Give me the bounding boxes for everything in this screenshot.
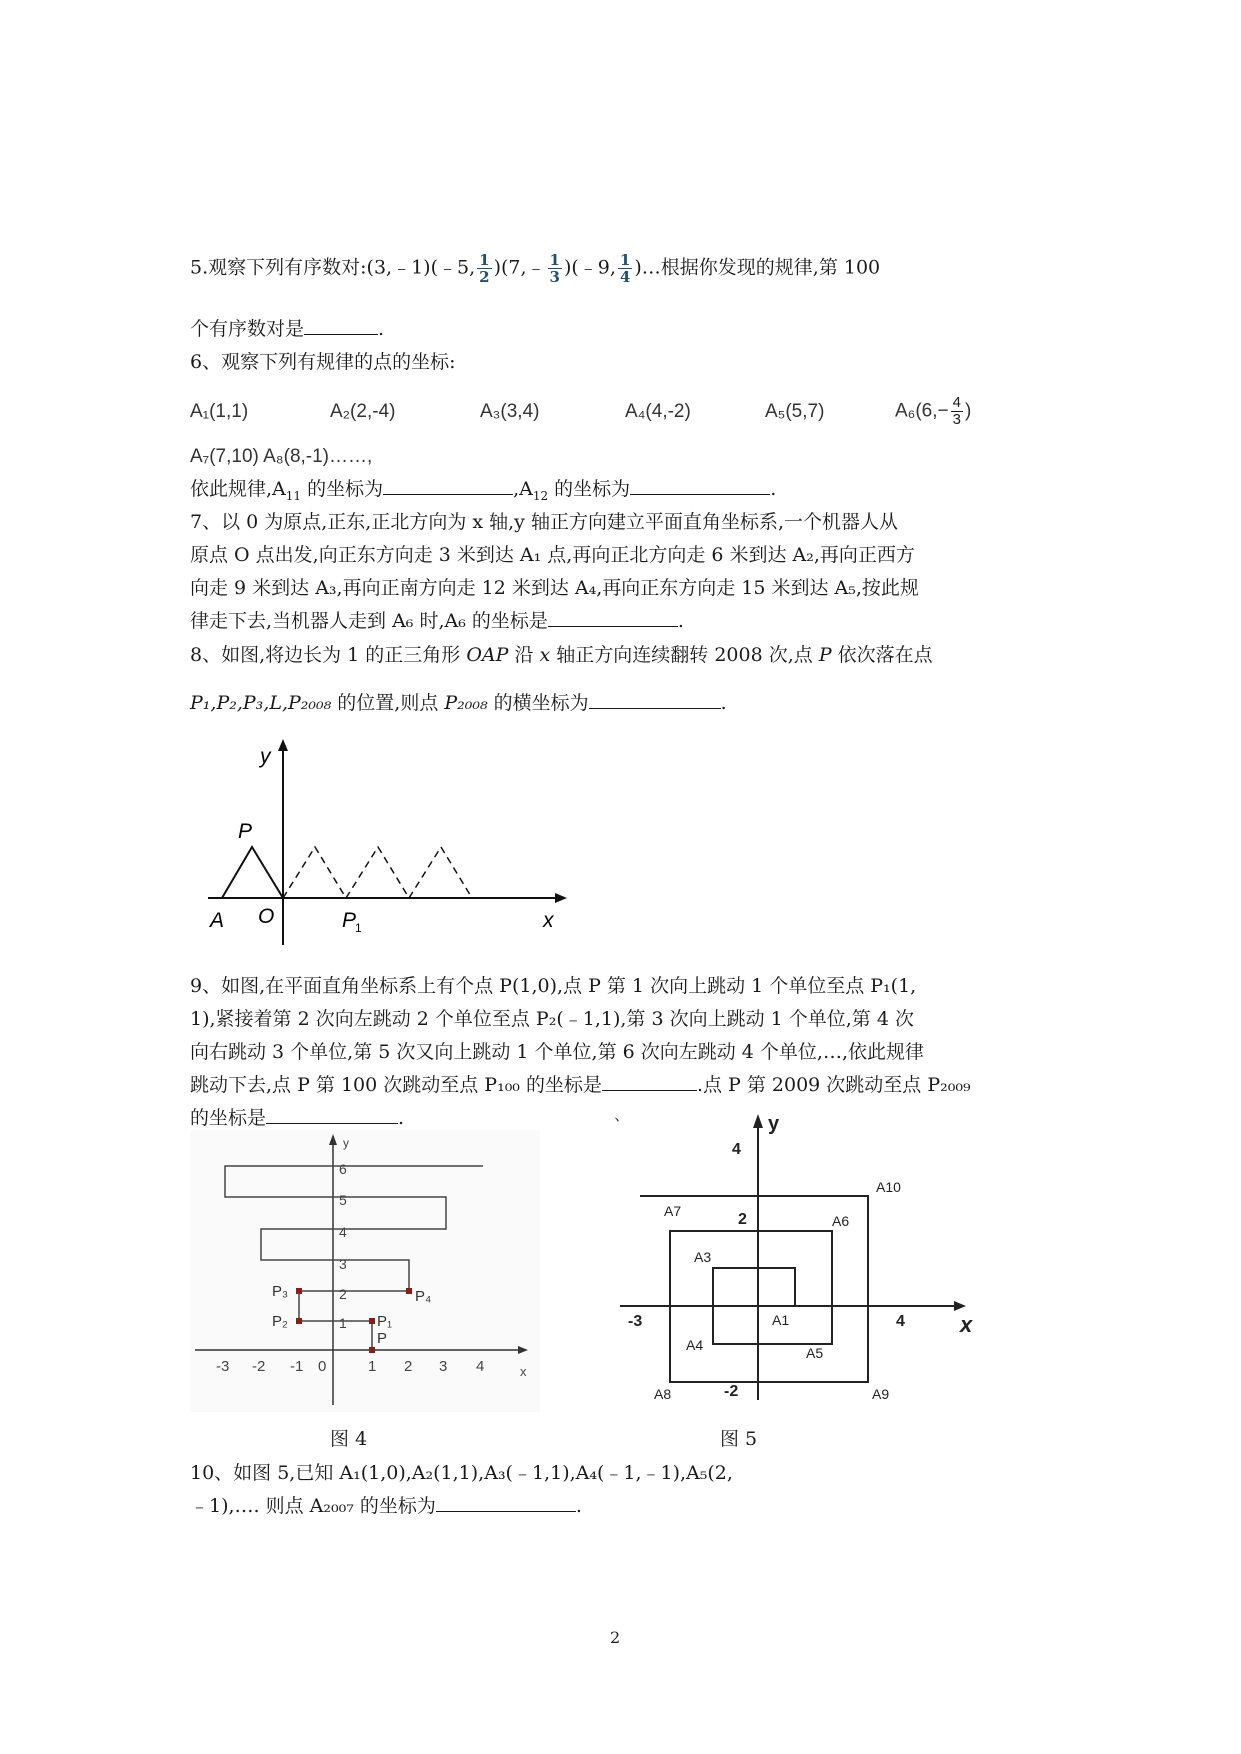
fig8-O-label: O: [258, 905, 275, 928]
svg-text:3: 3: [339, 1256, 347, 1272]
svg-text:5: 5: [339, 1192, 347, 1208]
answer-blank[interactable]: [589, 690, 721, 709]
q7-line2: 原点 O 点出发,向正东方向走 3 米到达 A₁ 点,再向正北方向走 6 米到达 A₂,再向正西方: [190, 544, 915, 566]
svg-text:2: 2: [404, 1358, 413, 1375]
figure-4-caption: 图 4: [330, 1428, 368, 1450]
answer-blank[interactable]: [266, 1105, 398, 1124]
triangle-flip-figure: [200, 735, 570, 955]
fig5-A5-label: A5: [806, 1345, 824, 1361]
fig4-x-label: x: [520, 1364, 527, 1379]
fig8-x-label: x: [543, 909, 554, 932]
fig5-A8-label: A8: [654, 1386, 672, 1402]
fraction-quarter: $\frac{1}{4}$: [619, 251, 631, 286]
q8-line1: 8、如图,将边长为 1 的正三角形 OAP 沿 x 轴正方向连续翻转 2008 次,点 P 依次落在点: [190, 644, 933, 666]
fig5-label-4: 4: [732, 1141, 741, 1158]
fig4-P1-label: P₁: [377, 1313, 393, 1330]
q6-title: 6、观察下列有规律的点的坐标:: [190, 351, 456, 373]
fig8-y-label: y: [260, 745, 271, 768]
svg-text:-2: -2: [252, 1358, 266, 1375]
q7-line3: 向走 9 米到达 A₃,再向正南方向走 12 米到达 A₄,再向正东方向走 15 米到达 A₅,按此规: [190, 577, 919, 599]
svg-text:、: 、: [614, 1110, 631, 1124]
figure-4-jump-path: [190, 1130, 540, 1412]
q9-line3: 向右跳动 3 个单位,第 5 次又向上跳动 1 个单位,第 6 次向左跳动 4 个单位,…,依此规律: [190, 1041, 924, 1063]
fig5-A1-label: A1: [772, 1312, 790, 1328]
fig4-P-label: P: [377, 1330, 388, 1347]
q9-line4: 跳动下去,点 P 第 100 次跳动至点 P₁₀₀ 的坐标是 .点 P 第 2009 次跳动至点 P₂₀₀₉: [190, 1074, 971, 1096]
fraction-third: $\frac{1}{3}$: [549, 251, 560, 286]
fig5-y-label: y: [768, 1113, 780, 1135]
answer-blank[interactable]: [383, 476, 513, 495]
x-axis-arrow: [555, 893, 567, 903]
svg-text:4: 4: [476, 1358, 485, 1375]
q9-line2: 1),紧接着第 2 次向左跳动 2 个单位至点 P₂(﹣1,1),第 3 次向上跳动 1 个单位,第 4 次: [190, 1008, 914, 1030]
fig5-label-neg3: -3: [628, 1313, 643, 1330]
fig4-P4-label: P₄: [415, 1288, 432, 1305]
fraction-four-thirds: $\frac{4}{3}$: [952, 394, 961, 428]
q7-line4: 律走下去,当机器人走到 A₆ 时,A₆ 的坐标是 .: [190, 610, 684, 632]
q9-line5: 的坐标是 .: [190, 1107, 405, 1129]
answer-blank[interactable]: [548, 608, 678, 627]
svg-text:0: 0: [318, 1358, 327, 1375]
svg-text:4: 4: [339, 1224, 347, 1240]
y-axis-arrow: [278, 739, 288, 751]
answer-blank[interactable]: [630, 476, 770, 495]
triangle-OAP: [222, 847, 283, 898]
fig4-P3-label: P₃: [272, 1283, 289, 1300]
figure-5-caption: 图 5: [720, 1428, 758, 1450]
fig8-P1-sub: 1: [355, 921, 362, 935]
fig5-label-4-right: 4: [896, 1313, 905, 1330]
fig5-A9-label: A9: [872, 1386, 890, 1402]
fig8-P1-label: P: [342, 909, 357, 932]
q10-line2: ﹣1),…. 则点 A₂₀₀₇ 的坐标为 .: [190, 1495, 582, 1517]
flipped-triangles-dashed: [283, 847, 472, 898]
answer-blank[interactable]: [602, 1072, 697, 1091]
fig5-x-label: x: [960, 1312, 973, 1337]
fig8-A-label: A: [210, 909, 225, 932]
svg-text:6: 6: [339, 1161, 347, 1177]
q7-line1: 7、以 0 为原点,正东,正北方向为 x 轴,y 轴正方向建立平面直角坐标系,一个机器人从: [190, 511, 898, 533]
q6-row2: A₇(7,10) A₈(8,-1)……,: [190, 446, 373, 467]
figure-5-spiral: [610, 1110, 980, 1410]
fig5-label-neg2: -2: [724, 1383, 739, 1400]
fig5-label-2: 2: [738, 1211, 747, 1228]
fig5-A4-label: A4: [686, 1337, 704, 1353]
fraction-half: $\frac{1}{2}$: [479, 251, 490, 286]
fig5-A6-label: A6: [832, 1213, 850, 1229]
svg-text:1: 1: [339, 1315, 347, 1331]
answer-blank[interactable]: [304, 316, 378, 335]
svg-text:2: 2: [339, 1286, 347, 1302]
page-number: 2: [610, 1628, 621, 1647]
q6-row1: A₁(1,1) A₂(2,-4) A₃(3,4) A₄(4,-2) A₅(5,7) A₆(6,− $\frac{4}{3}$ ): [190, 394, 972, 428]
svg-text:1: 1: [368, 1358, 377, 1375]
svg-text:-1: -1: [290, 1358, 304, 1375]
q10-line1: 10、如图 5,已知 A₁(1,0),A₂(1,1),A₃(﹣1,1),A₄(﹣1,﹣1),A₅(2,: [190, 1462, 733, 1484]
fig4-y-label: y: [343, 1136, 349, 1150]
fig5-A10-label: A10: [876, 1179, 901, 1195]
svg-text:3: 3: [439, 1358, 448, 1375]
fig8-P-label: P: [238, 820, 253, 843]
answer-blank[interactable]: [436, 1493, 576, 1512]
fig4-P2-label: P₂: [272, 1313, 288, 1330]
svg-text:-3: -3: [216, 1358, 230, 1375]
q9-line1: 9、如图,在平面直角坐标系上有个点 P(1,0),点 P 第 1 次向上跳动 1 个单位至点 P₁(1,: [190, 975, 917, 997]
fig5-A3-label: A3: [694, 1249, 712, 1265]
q6-line3: 依此规律$,A_{11}$ 的坐标为 $,A_{12}$ 的坐标为 .: [190, 478, 777, 503]
q5-line2: 个有序数对是 .: [190, 318, 385, 340]
q5-line1: 5.观察下列有序数对:(3,﹣1)(﹣5, $\frac{1}{2}$ )(7,﹣ $\frac{1}{3}$ )(﹣9, $\frac{1}{4}$ )…根据你发现的规律,第 100: [190, 251, 881, 286]
fig5-A7-label: A7: [664, 1203, 682, 1219]
q8-line2: P₁,P₂,P₃,L,P₂₀₀₈ 的位置,则点 P₂₀₀₈ 的横坐标为 .: [190, 692, 727, 714]
